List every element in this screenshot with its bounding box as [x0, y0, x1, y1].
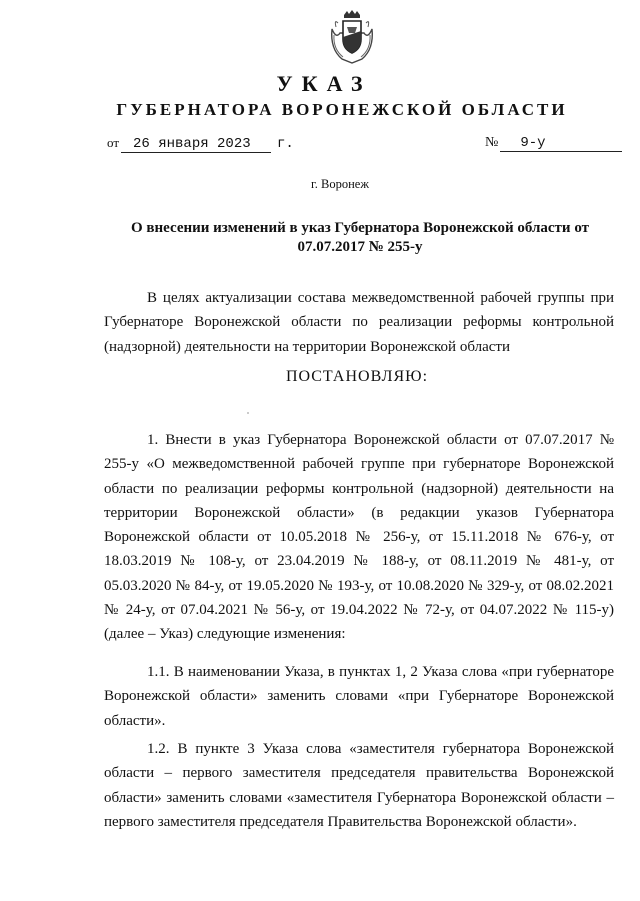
date-suffix: г. — [277, 136, 294, 152]
scan-speck — [247, 412, 249, 414]
number-value: 9-у — [500, 135, 622, 152]
resolve-word: ПОСТАНОВЛЯЮ: — [285, 368, 429, 385]
number-line — [485, 135, 622, 152]
item-1-2-paragraph: 1.2. В пункте 3 Указа слова «заместителя губернатора Воронежской области – первого заместителя председателя правительства Воронежской области» заменить словами «заместителя Губернатора Воронежской области – первого заместителя председателя Правительства Воронежской области». — [104, 741, 614, 830]
document-heading: О внесении изменений в указ Губернатора Воронежской области от 07.07.2017 № 255-у — [130, 220, 589, 255]
document-subtitle: ГУБЕРНАТОРА ВОРОНЕЖСКОЙ ОБЛАСТИ — [116, 100, 568, 119]
item-1-paragraph: 1. Внести в указ Губернатора Воронежской области от 07.07.2017 № 255-у «О межведомственной рабочей группе при губернаторе Воронежской области по реализации реформы контрольной (надзорной) деятельности на территории Воронежской области» (в редакции указов Губернатора Воронежской области от 10.05.2018 № 256-у, от 15.11.2018 № 676-у, от 18.03.2019 № 108-у, от 23.04.2019 № 188-у, от 08.11.2019 № 481-у, от 05.03.2020 № 84-у, от 19.05.2020 № 193-у, от 10.08.2020 № 329-у, от 08.02.2021 № 24-у, от 07.04.2021 № 56-у, от 19.04.2022 № 72-у, от 04.07.2022 № 115-у) (далее – Указ) следующие изменения: — [104, 432, 614, 643]
coat-of-arms-icon — [324, 9, 380, 65]
document-title: УКАЗ — [276, 71, 372, 96]
date-value: 26 января 2023 — [121, 136, 271, 153]
city: г. Воронеж — [311, 177, 369, 191]
intro-paragraph: В целях актуализации состава межведомственной рабочей группы при Губернаторе Воронежской области по реализации реформы контрольной (надзорной) деятельности на территории Воронежской области — [104, 290, 614, 355]
number-prefix: № — [485, 135, 499, 150]
date-prefix: от — [107, 135, 120, 150]
item-1-1-paragraph: 1.1. В наименовании Указа, в пунктах 1, 2 Указа слова «при губернаторе Воронежской области» заменить словами «при Губернаторе Воронежской области». — [104, 664, 614, 729]
date-line — [107, 135, 294, 153]
